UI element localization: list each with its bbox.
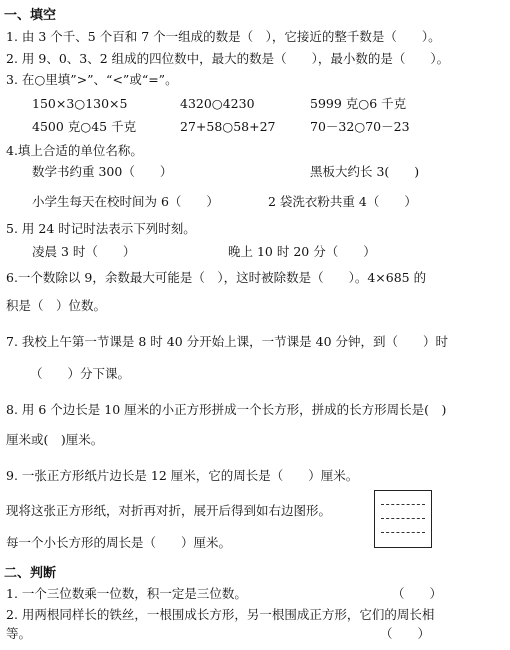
question-3-title: 3. 在○里填”>”、“<”或“=”。 <box>6 72 178 87</box>
question-2: 2. 用 9、0、3、2 组成的四位数中，最大的数是（ ），最小数的是（ ）。 <box>6 51 450 66</box>
question-4-title: 4.填上合适的单位名称。 <box>6 143 143 158</box>
question-6-line2: 积是（ ）位数。 <box>6 298 107 313</box>
unit-item: 黑板大约长 3( ) <box>310 164 420 179</box>
unit-item: 小学生每天在校时间为 6（ ） <box>32 194 219 209</box>
compare-item: 150×3○130×5 <box>32 96 128 111</box>
time-item: 晚上 10 时 20 分（ ） <box>228 244 376 259</box>
unit-item: 数学书约重 300（ ） <box>32 164 173 179</box>
unit-item: 2 袋洗衣粉共重 4（ ） <box>268 194 417 209</box>
compare-item: 27+58○58+27 <box>180 119 276 134</box>
question-9-line2: 现将这张正方形纸，对折再对折，展开后得到如右边图形。 <box>6 503 332 518</box>
judge-2-line1: 2. 用两根同样长的铁丝，一根围成长方形，另一根围成正方形，它们的周长相 <box>6 607 435 622</box>
section1-heading: 一、填空 <box>4 8 57 23</box>
question-7-line1: 7. 我校上午第一节课是 8 时 40 分开始上课，一节课是 40 分钟，到（ ）时 <box>6 334 449 349</box>
compare-item: 4500 克○45 千克 <box>32 119 137 134</box>
compare-item: 5999 克○6 千克 <box>310 96 407 111</box>
judge-1: 1. 一个三位数乘一位数，积一定是三位数。 <box>6 586 247 601</box>
section2-heading: 二、判断 <box>4 566 57 581</box>
fold-line <box>381 532 425 533</box>
folded-square-figure <box>374 490 432 548</box>
fold-line <box>381 504 425 505</box>
question-5-title: 5. 用 24 时记时法表示下列时刻。 <box>6 221 196 236</box>
question-6-line1: 6.一个数除以 9，余数最大可能是（ ），这时被除数是（ ）。4×685 的 <box>6 270 427 285</box>
question-9-line3: 每一个小长方形的周长是（ ）厘米。 <box>6 535 232 550</box>
judge-2-line2: 等。 <box>6 626 32 641</box>
compare-item: 70－32○70－23 <box>310 119 410 134</box>
fold-line <box>381 518 425 519</box>
question-8-line1: 8. 用 6 个边长是 10 厘米的小正方形拼成一个长方形，拼成的长方形周长是( ) <box>6 402 447 417</box>
question-9-line1: 9. 一张正方形纸片边长是 12 厘米，它的周长是（ ）厘米。 <box>6 468 359 483</box>
judge-1-bracket: （ ） <box>392 586 443 601</box>
time-item: 凌晨 3 时（ ） <box>32 244 136 259</box>
judge-2-bracket: （ ） <box>380 626 431 641</box>
compare-item: 4320○4230 <box>180 96 255 111</box>
question-7-line2: （ ）分下课。 <box>30 366 131 381</box>
question-1: 1. 由 3 个千、5 个百和 7 个一组成的数是（ ），它接近的整千数是（ ）。 <box>6 29 441 44</box>
question-8-line2: 厘米或( )厘米。 <box>6 432 104 447</box>
